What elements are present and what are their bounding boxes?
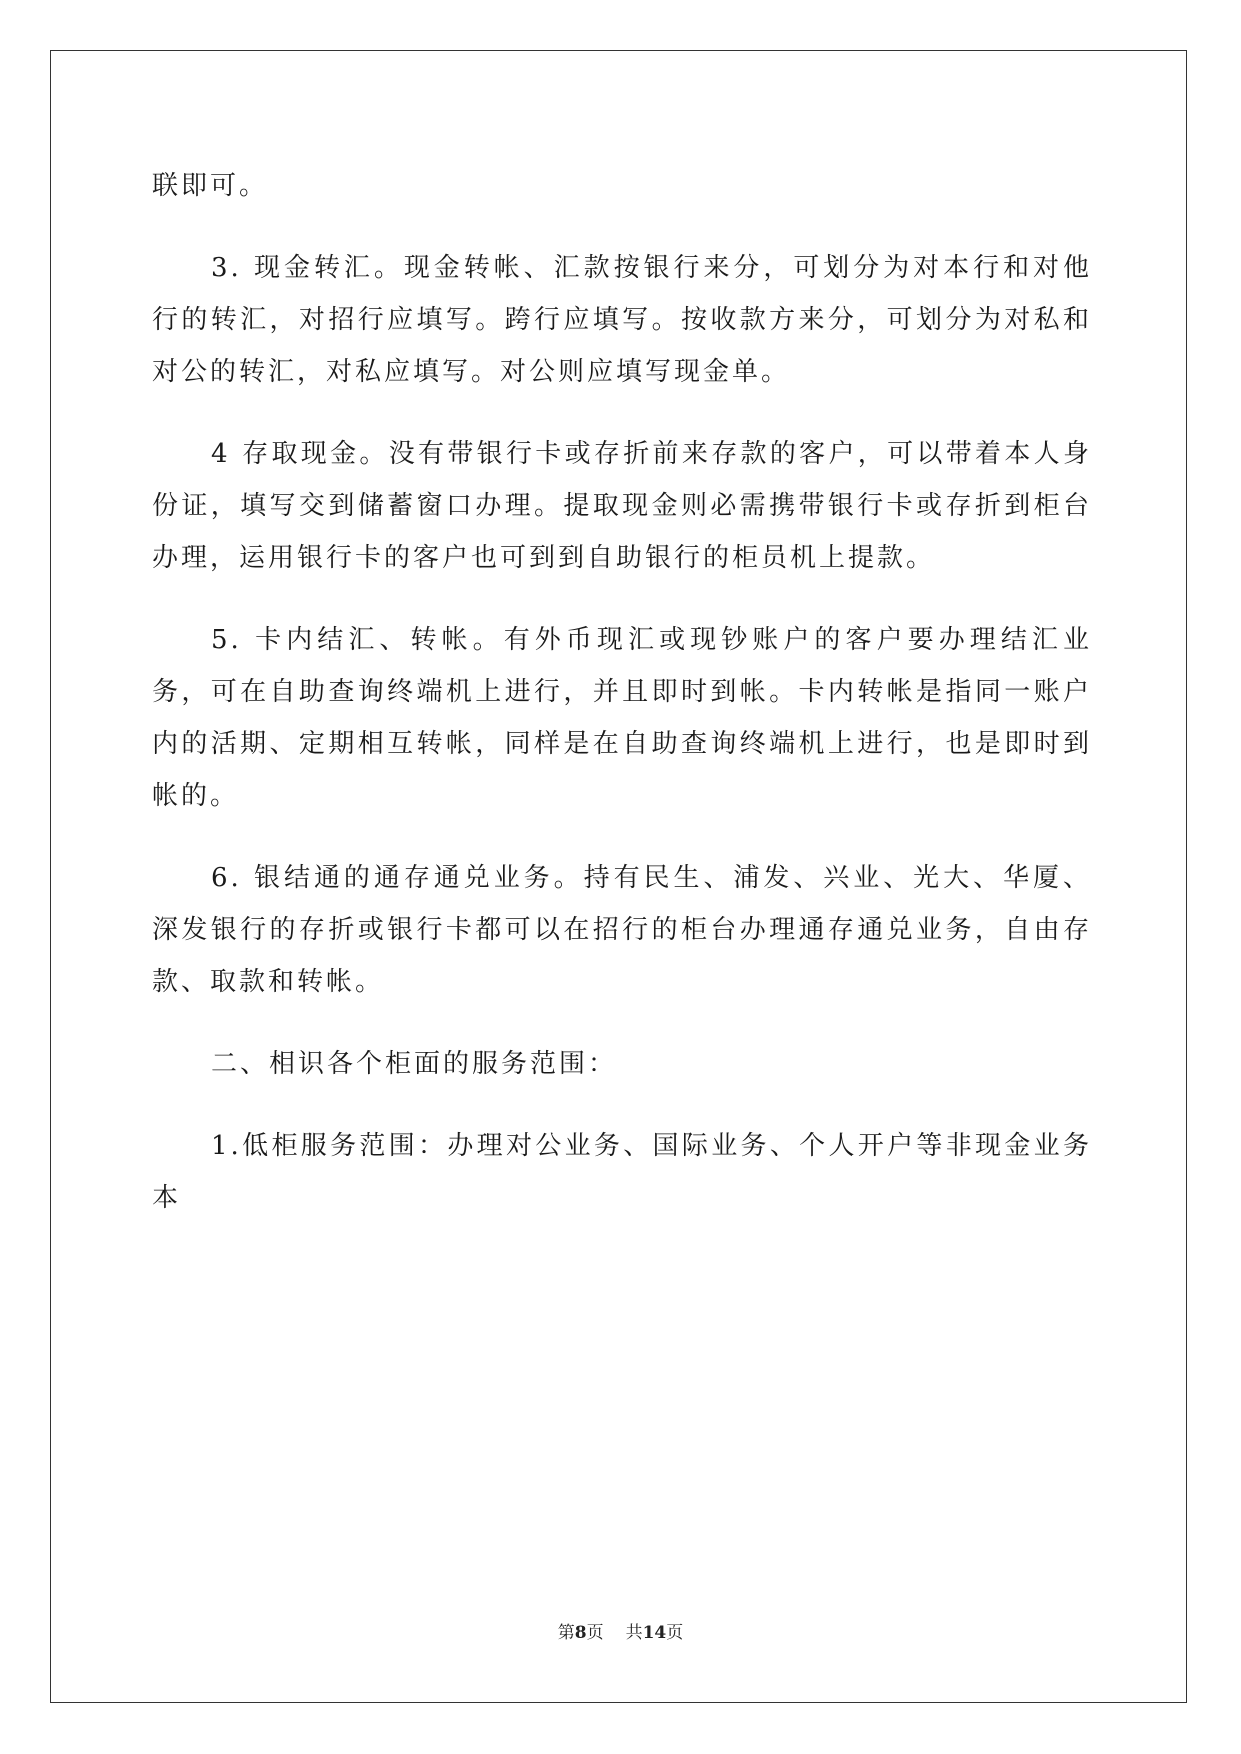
paragraph-2: 3. 现金转汇。现金转帐、汇款按银行来分，可划分为对本行和对他行的转汇，对招行应填写。跨行应填写。按收款方来分，可划分为对私和对公的转汇，对私应填写。对公则应填写现金单。	[152, 253, 1092, 387]
page-number: 8	[574, 1623, 587, 1643]
page-prefix: 第	[557, 1623, 575, 1643]
paragraph-4: 5. 卡内结汇、转帐。有外币现汇或现钞账户的客户要办理结汇业务，可在自助查询终端机上进行，并且即时到帐。卡内转帐是指同一账户内的活期、定期相互转帐，同样是在自助查询终端机上进行，也是即时到帐的。	[152, 625, 1092, 811]
section-heading: 二、相识各个柜面的服务范围：	[211, 1049, 618, 1079]
paragraph-3: 4 存取现金。没有带银行卡或存折前来存款的客户，可以带着本人身份证，填写交到储蓄窗口办理。提取现金则必需携带银行卡或存折到柜台办理，运用银行卡的客户也可到到自助银行的柜员机上提款。	[152, 439, 1092, 573]
document-body	[152, 160, 1092, 1254]
total-suffix: 页	[666, 1623, 684, 1643]
paragraph-6: 1.低柜服务范围：办理对公业务、国际业务、个人开户等非现金业务本	[152, 1131, 1092, 1213]
paragraph-5: 6. 银结通的通存通兑业务。持有民生、浦发、兴业、光大、华厦、深发银行的存折或银行卡都可以在招行的柜台办理通存通兑业务，自由存款、取款和转帐。	[152, 863, 1092, 997]
page-suffix: 页	[586, 1623, 604, 1643]
total-pages: 14	[642, 1623, 667, 1643]
paragraph-1: 联即可。	[152, 171, 269, 201]
total-prefix: 共	[625, 1623, 643, 1643]
page-footer	[0, 1618, 1241, 1643]
